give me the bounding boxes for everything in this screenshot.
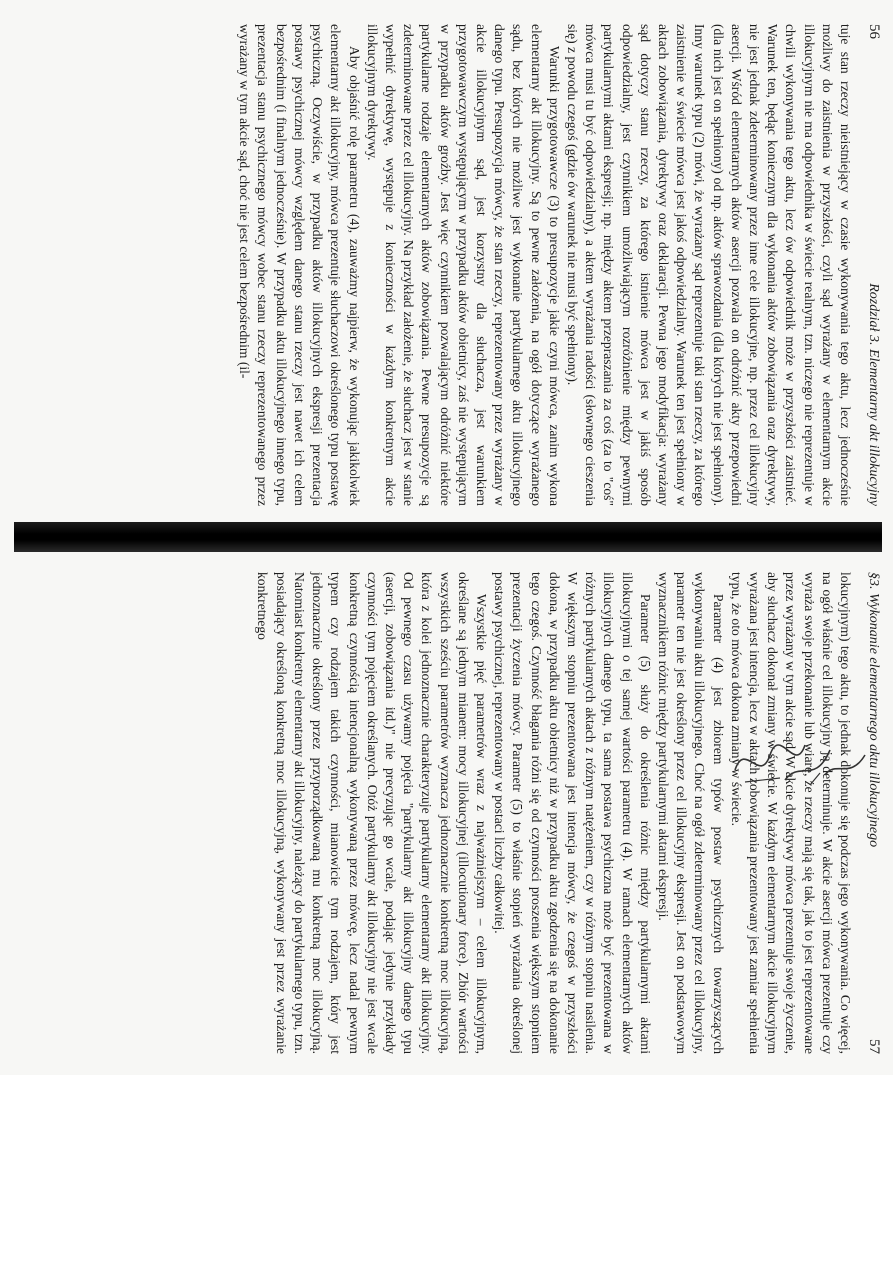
- handwritten-scribble-icon: [725, 730, 875, 790]
- right-paragraph-2: Parametr (4) jest zbiorem typów postaw psychicznych towarzyszących wykonywaniu aktu illokucyjnego. Choć na ogół zdeterminowany przez cel illokucyjny, parametr ten nie jest określony przez cel illokucyjny ekspresji. Jest on podstawowym wyznacznikiem różnic między partykularnymi aktami ekspresji.: [655, 572, 726, 1054]
- right-paragraph-1: lokucyjnym) tego aktu, to jednak dokonuje się podczas jego wykonywania. Co więcej, na ogół właśnie cel illokucyjny ją determinuje. W akcie asercji mówca prezentuje czy wyraża swoje przekonanie lub wiarę, że rzeczy mają się tak, jak to jest reprezentowane przez wyrażany w tym akcie sąd. W akcie dyrektywy mówca prezentuje swoje życzenie, aby słuchacz dokonał zmiany w świecie. W każdym elementarnym akcie illokucyjnym wyrażana jest intencja, lecz w aktach zobowiązania prezentowany jest zamiar spełnienia typu, że oto mówca dokona zmiany w świecie.: [728, 572, 853, 1054]
- right-paragraph-3: Parametr (5) służy do określenia różnic między partykularnymi aktami illokucyjnymi o tej samej wartości parametru (4). W ramach elementarnych aktów illokucyjnych danego typu, ta sama postawa psychiczna może być prezentowana w różnych partykularnych aktach z różnym natężeniem, czy w różnym stopniu nasilenia. W większym stopniu prezentowana jest intencja mówcy, że czegoś w przyszłości dokona, w przypadku aktu obietnicy niż w przypadku aktu zgodzenia się na dokonanie tego czegoś. Czynność błagania różni się od czynności proszenia większym stopniem prezentacji życzenia mówcy. Parametr (5) to właśnie stopień wyrażania określonej postawy psychicznej, reprezentowany w postaci liczby całkowitej.: [492, 572, 653, 1054]
- left-page-body: [235, 24, 854, 506]
- right-page-number: 57: [866, 1039, 882, 1054]
- left-page: [114, 10, 882, 520]
- right-page: [114, 558, 882, 1068]
- scanner-bottom-margin: [0, 1075, 893, 1263]
- book-gutter-shadow: [14, 522, 882, 552]
- right-page-header: [854, 572, 882, 1054]
- left-paragraph-2: Warunki przygotowawcze (3) to presupozycje jakie czyni mówca, zanim wykona elementarny akt illokucyjny. Są to pewne założenia, na ogół dotyczące wyrażanego sądu, bez których nie możliwe jest wykonanie partykularnego aktu illokucyjnego danego typu. Presupozycja mówcy, że stan rzeczy, reprezentowany przez wyrażany w akcie illokucyjnym sąd, jest korzystny dla słuchacza, jest warunkiem przygotowawczym występującym w przypadku aktów obietnicy, zaś nie występującym w przypadku aktów groźby. Jest więc czynnikiem pozwalającym odróżnić niektóre partykularne rodzaje elementarnych aktów zobowiązania. Pewne presupozycje są zdeterminowane przez cel illokucyjny. Na przykład założenie, że słuchacz jest w stanie wypełnić dyrektywę, występuje z konieczności w każdym konkretnym akcie illokucyjnym dyrektywy.: [364, 24, 562, 506]
- left-paragraph-1: tuje stan rzeczy nieistniejący w czasie wykonywania tego aktu, lecz jednocześnie możliwy do zaistnienia w przyszłości, czyli sąd wyrażany w elementarnym akcie illokucyjnym nie ma odpowiednika w świecie realnym, tzn. niczego nie reprezentuje w chwili wykonywania tego aktu, lecz ów odpowiednik może w przyszłości zaistnieć. Warunek ten, będąc koniecznym dla wykonania aktów zobowiązania oraz dyrektywy, nie jest jednak zdeterminowany przez inne cele illokucyjne, np. przez cel illokucyjny asercji. Wśród elementarnych aktów asercji pozwala on odróżnić akty przepowiedni (dla nich jest on spełniony) od np. aktów sprawozdania (dla których nie jest spełniony). Inny warunek typu (2) mówi, że wyrażany sąd reprezentuje taki stan rzeczy, za którego zaistnienie w świecie mówca jest jakoś odpowiedzialny. Warunek ten jest spełniony w aktach zobowiązania, dyrektywy oraz deklaracji. Pewna jego modyfikacja: wyrażany sąd dotyczy stanu rzeczy, za którego istnienie mówca jest w jakiś sposób odpowiedzialny, jest czynnikiem umożliwiającym rozróżnienie między pewnymi partykularnymi aktami ekspresji; np. między aktem przepraszania za coś (za to "coś" mówca musi tu być odpowiedzialny), a aktem wyrażania radości (słownego cieszenia się) z powodu czegoś (gdzie ów warunek nie musi być spełniony).: [564, 24, 853, 506]
- left-page-number: 56: [866, 24, 882, 39]
- left-paragraph-3: Aby objaśnić rolę parametru (4), zauważmy najpierw, że wykonując jakikolwiek elementarny akt illokucyjny, mówca prezentuje słuchaczowi określonego typu postawę psychiczną. Oczywiście, w przypadku aktów illokucyjnych ekspresji prezentacja postawy psychicznej mówcy względem danego stanu rzeczy jest nawet ich celem bezpośrednim (i finalnym jednocześnie). W przypadku aktu illokucyjnego innego typu, prezentacja stanu psychicznego mówcy wobec stanu rzeczy reprezentowanego przez wyrażany w tym akcie sąd, choć nie jest celem bezpośrednim (il-: [237, 24, 362, 506]
- left-page-header: [854, 24, 882, 506]
- right-running-head: §3. Wykonanie elementarnego aktu illokucyjnego: [866, 572, 881, 848]
- right-page-body: [253, 572, 854, 1054]
- right-paragraph-4: Wszystkie pięć parametrów wraz z najważniejszym – celem illokucyjnym, określane są jednym mianem: mocy illokucyjnej (illocutionary force). Zbiór wartości wszystkich sześciu parametrów wyznacza jednoznacznie konkretną moc illokucyjną, która z kolei jednoznacznie charakteryzuje partykularny elementarny akt illokucyjny. Od pewnego czasu używamy pojęcia "partykularny akt illokucyjny danego typu (asercji, zobowiązania itd.)" nie precyzując go wcale, podając jedynie przykłady czynności tym pojęciem określanych. Otóż partykularny akt illokucyjny nie jest wcale konkretną czynnością intencjonalną wykonywaną przez mówcę, lecz nadal pewnym typem czy rodzajem takich czynności, mianowicie tym rodzajem, który jest jednoznacznie określony przez przyporządkowaną mu konkretną moc illokucyjną. Natomiast konkretny elementarny akt illokucyjny, należący do partykularnego typu, tzn. posiadający określoną konkretną moc illokucyjną, wykonywany jest przez wyrażanie konkretnego: [255, 572, 489, 1054]
- left-running-head: Rozdział 3. Elementarny akt illokucyjny: [866, 283, 881, 506]
